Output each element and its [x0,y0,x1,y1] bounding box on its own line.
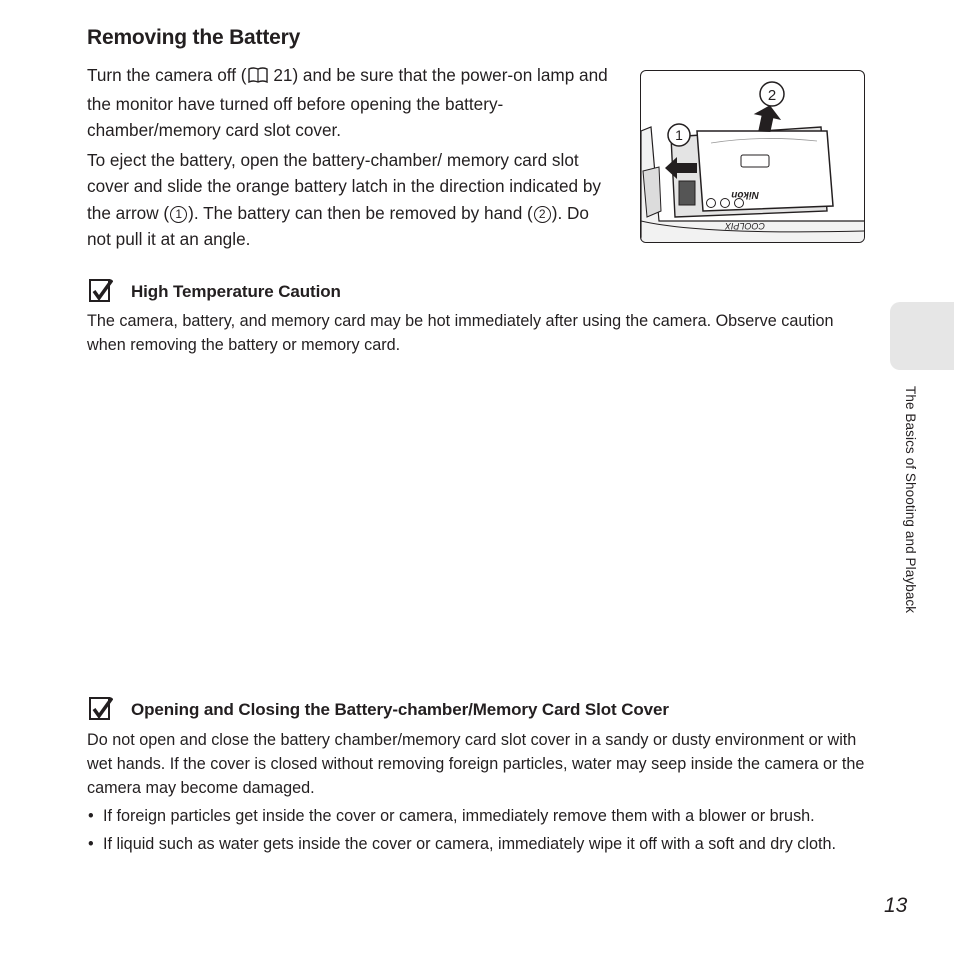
battery-removal-illustration [641,71,865,243]
note-heading-high-temperature: High Temperature Caution [131,282,341,301]
intro-text [87,62,615,256]
reference-page: 21 [273,65,293,85]
intro-paragraph-1: Turn the camera off ( 21) and be sure that the power-on lamp and the monitor have turned off before opening the battery-chamber/memory card slot cover. [87,65,608,140]
step-marker-2: 2 [534,206,551,223]
list-item: • If liquid such as water gets inside the cover or camera, immediately wipe it off with a soft and dry cloth. [87,832,869,856]
checkmark-icon [89,279,113,303]
checkmark-icon [89,697,113,721]
note-heading-slot-cover: Opening and Closing the Battery-chamber/Memory Card Slot Cover [131,700,669,719]
chapter-tab [890,302,954,370]
callout-2: 2 [767,87,777,104]
bullet-icon: • [88,835,94,853]
note-body-slot-cover [87,728,869,860]
list-item: • If foreign particles get inside the cover or camera, immediately remove them with a blower or brush. [87,804,869,828]
note-paragraph: Do not open and close the battery chamber/memory card slot cover in a sandy or dusty environment or with wet hands. If the cover is closed without removing foreign particles, water may seep inside the camera or the camera may become damaged. [87,731,865,797]
camera-brand-label: COOLPIX [724,221,765,231]
battery-brand-label: Nikon [731,189,759,200]
battery-removal-figure [640,70,865,243]
step-marker-1: 1 [170,206,187,223]
chapter-label: The Basics of Shooting and Playback [903,386,918,614]
note-body-high-temperature [87,309,862,357]
book-reference-icon [248,64,268,91]
bullet-icon: • [88,807,94,825]
bullet-list [87,804,869,856]
intro-paragraph-2: To eject the battery, open the battery-chamber/ memory card slot cover and slide the orange battery latch in the direction indicated by the arrow ( 1 ). The battery can then be removed by hand ( 2 ). Do not pull it at an angle. [87,149,602,249]
note-paragraph: The camera, battery, and memory card may be hot immediately after using the camera. Observe caution when removing the battery or memory card. [87,312,834,354]
section-title: Removing the Battery [87,26,301,49]
page-number: 13 [884,894,908,917]
callout-1: 1 [675,127,683,143]
